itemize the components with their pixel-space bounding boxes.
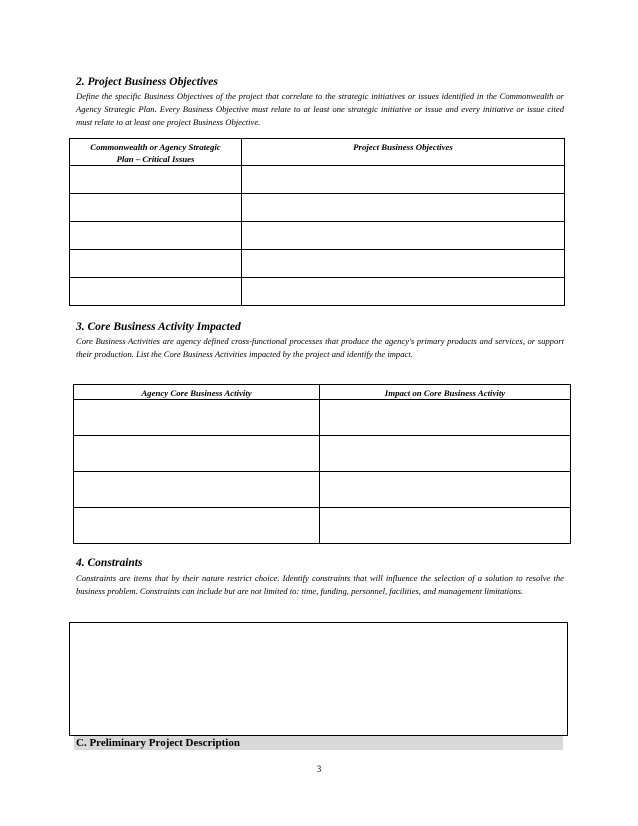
table-cell[interactable]: [320, 472, 571, 508]
table-cell[interactable]: [70, 250, 242, 278]
constraints-description: Constraints are items that by their nature restrict choice. Identify constraints that will influence the selection of a solution to resolve the business problem. Constraints can include but are not limited to: time, funding, personnel, facilities, and management limitations.: [76, 573, 564, 597]
table-cell[interactable]: [320, 436, 571, 472]
table-cell[interactable]: [320, 508, 571, 544]
objectives-title: 2. Project Business Objectives: [76, 76, 218, 88]
table-cell[interactable]: [74, 472, 320, 508]
page-number: 3: [316, 764, 322, 774]
constraints-title: 4. Constraints: [76, 557, 143, 569]
table-cell[interactable]: [70, 166, 242, 194]
table-cell[interactable]: [70, 194, 242, 222]
table-cell[interactable]: [74, 508, 320, 544]
objectives-table: [69, 138, 565, 306]
core-activity-col2-header: Impact on Core Business Activity: [320, 385, 571, 400]
table-cell[interactable]: [242, 166, 565, 194]
table-cell[interactable]: [242, 250, 565, 278]
table-cell[interactable]: [242, 278, 565, 306]
core-activity-col1-header: Agency Core Business Activity: [74, 385, 320, 400]
core-activity-description: Core Business Activities are agency defined cross-functional processes that produce the agency's primary products and services, or support their production. List the Core Business Activities impacted by the project and identify the impact.: [76, 336, 564, 360]
table-cell[interactable]: [70, 222, 242, 250]
objectives-description: Define the specific Business Objectives of the project that correlate to the strategic initiatives or issues identified in the Commonwealth or Agency Strategic Plan. Every Business Objective must relate to at least one strategic initiative or issue and every initiative or issue cited must relate to at least one project Business Objective.: [76, 91, 564, 128]
table-cell[interactable]: [74, 436, 320, 472]
core-activity-title: 3. Core Business Activity Impacted: [76, 321, 241, 333]
table-cell[interactable]: [70, 278, 242, 306]
table-cell[interactable]: [320, 400, 571, 436]
table-cell[interactable]: [242, 194, 565, 222]
core-activity-table: [73, 384, 571, 544]
objectives-col2-header: Project Business Objectives: [242, 139, 565, 166]
table-cell[interactable]: [242, 222, 565, 250]
constraints-input-box[interactable]: [69, 622, 568, 736]
section-c-header: C. Preliminary Project Description: [74, 736, 563, 750]
table-cell[interactable]: [74, 400, 320, 436]
objectives-col1-header: Commonwealth or Agency Strategic Plan – Critical Issues: [70, 139, 242, 166]
